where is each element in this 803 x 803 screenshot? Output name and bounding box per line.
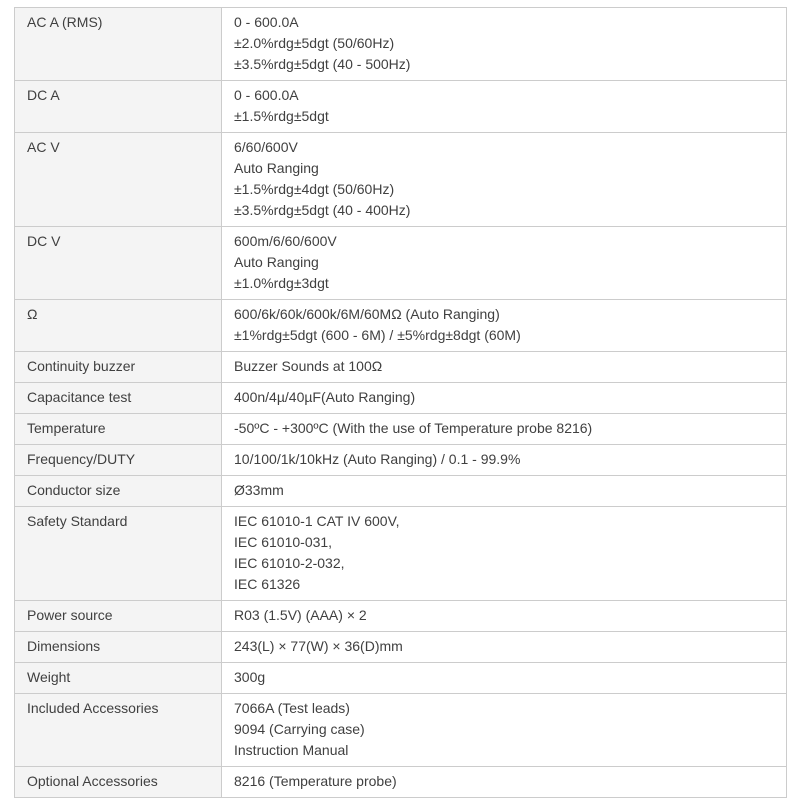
row-value-line: Auto Ranging — [234, 254, 319, 270]
row-value-line: ±1.5%rdg±5dgt — [234, 108, 329, 124]
row-value-line: IEC 61010-031, — [234, 534, 333, 550]
row-label: Safety Standard — [15, 507, 222, 601]
row-value-line: 600/6k/60k/600k/6M/60MΩ (Auto Ranging) — [234, 306, 500, 322]
row-value-line: 9094 (Carrying case) — [234, 721, 365, 737]
row-value — [222, 8, 787, 81]
row-label: Frequency/DUTY — [15, 445, 222, 476]
table-row — [15, 476, 787, 507]
row-label: Temperature — [15, 414, 222, 445]
row-value-line: 400n/4µ/40µF(Auto Ranging) — [234, 389, 416, 405]
table-row — [15, 663, 787, 694]
row-label: Conductor size — [15, 476, 222, 507]
row-label: AC A (RMS) — [15, 8, 222, 81]
row-value-line: Ø33mm — [234, 482, 284, 498]
row-value-line: -50ºC - +300ºC (With the use of Temperature probe 8216) — [234, 420, 593, 436]
row-value-line: Auto Ranging — [234, 160, 319, 176]
table-row — [15, 694, 787, 767]
row-value — [222, 300, 787, 352]
table-row — [15, 8, 787, 81]
row-label: Included Accessories — [15, 694, 222, 767]
row-value-line: ±3.5%rdg±5dgt (40 - 400Hz) — [234, 202, 411, 218]
row-value-line: 0 - 600.0A — [234, 87, 299, 103]
row-value-line: ±2.0%rdg±5dgt (50/60Hz) — [234, 35, 395, 51]
row-value — [222, 476, 787, 507]
row-value — [222, 601, 787, 632]
row-value-line: IEC 61010-2-032, — [234, 555, 345, 571]
row-label: Ω — [15, 300, 222, 352]
row-value — [222, 133, 787, 227]
table-row — [15, 414, 787, 445]
table-row — [15, 300, 787, 352]
row-value — [222, 632, 787, 663]
table-row — [15, 601, 787, 632]
row-label: Weight — [15, 663, 222, 694]
table-row — [15, 133, 787, 227]
row-label: Power source — [15, 601, 222, 632]
row-value-line: Instruction Manual — [234, 742, 349, 758]
row-value-line: R03 (1.5V) (AAA) × 2 — [234, 607, 367, 623]
row-label: DC A — [15, 81, 222, 133]
table-row — [15, 632, 787, 663]
row-value-line: 300g — [234, 669, 266, 685]
row-value — [222, 81, 787, 133]
row-value — [222, 694, 787, 767]
table-row — [15, 383, 787, 414]
table-row — [15, 507, 787, 601]
row-value — [222, 507, 787, 601]
row-value-line: 0 - 600.0A — [234, 14, 299, 30]
table-row — [15, 352, 787, 383]
row-value-line: 10/100/1k/10kHz (Auto Ranging) / 0.1 - 99.9% — [234, 451, 521, 467]
row-label: Continuity buzzer — [15, 352, 222, 383]
row-value-line: 243(L) × 77(W) × 36(D)mm — [234, 638, 403, 654]
row-value — [222, 663, 787, 694]
row-value — [222, 767, 787, 798]
row-value-line: ±3.5%rdg±5dgt (40 - 500Hz) — [234, 56, 411, 72]
table-row — [15, 81, 787, 133]
table-row — [15, 227, 787, 300]
row-value — [222, 227, 787, 300]
row-label: Dimensions — [15, 632, 222, 663]
row-value-line: Buzzer Sounds at 100Ω — [234, 358, 383, 374]
row-value-line: IEC 61326 — [234, 576, 301, 592]
row-value-line: ±1.0%rdg±3dgt — [234, 275, 329, 291]
spec-table — [14, 7, 787, 798]
row-value-line: IEC 61010-1 CAT IV 600V, — [234, 513, 400, 529]
row-value-line: 600m/6/60/600V — [234, 233, 337, 249]
row-value — [222, 383, 787, 414]
row-label: Optional Accessories — [15, 767, 222, 798]
row-label: DC V — [15, 227, 222, 300]
row-value-line: 6/60/600V — [234, 139, 298, 155]
row-value-line: ±1.5%rdg±4dgt (50/60Hz) — [234, 181, 395, 197]
table-row — [15, 767, 787, 798]
row-value-line: ±1%rdg±5dgt (600 - 6M) / ±5%rdg±8dgt (60M) — [234, 327, 521, 343]
row-value — [222, 414, 787, 445]
row-value — [222, 445, 787, 476]
row-label: Capacitance test — [15, 383, 222, 414]
table-row — [15, 445, 787, 476]
row-label: AC V — [15, 133, 222, 227]
row-value — [222, 352, 787, 383]
row-value-line: 8216 (Temperature probe) — [234, 773, 397, 789]
row-value-line: 7066A (Test leads) — [234, 700, 350, 716]
